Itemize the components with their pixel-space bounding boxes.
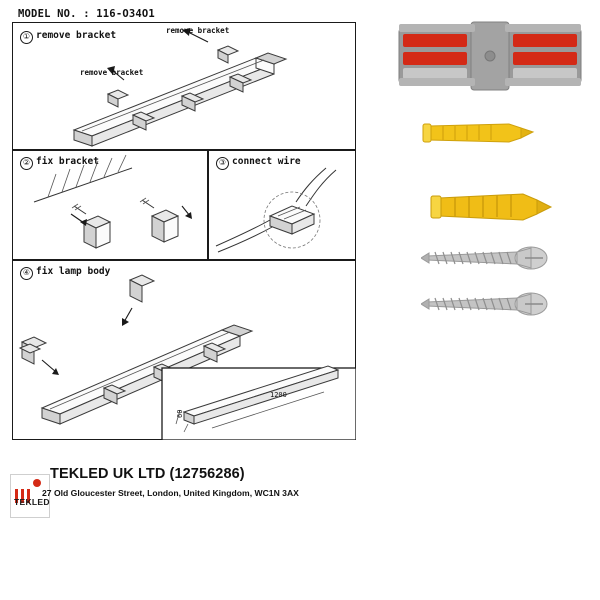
step-4-text: fix lamp body (36, 266, 111, 277)
step-1-number: ① (20, 31, 33, 44)
step-3-text: connect wire (232, 156, 301, 167)
company-name: TEKLED UK LTD (12756286) (50, 466, 245, 482)
part-screw-1 (421, 242, 561, 274)
step-4-illustration (12, 260, 356, 440)
logo-text: TEKLED (14, 497, 50, 507)
step-1-text: remove bracket (36, 30, 117, 41)
part-screw-2 (421, 288, 561, 320)
part-wall-plug-small (417, 116, 537, 150)
part-wall-plug-large (425, 186, 555, 230)
step-3-illustration (208, 150, 356, 260)
step-4-number: ④ (20, 267, 33, 280)
step-2-text: fix bracket (36, 156, 99, 167)
company-address: 27 Old Gloucester Street, London, United Kingdom, WC1N 3AX (42, 488, 299, 498)
instruction-sheet (8, 4, 360, 444)
parts-list (395, 10, 595, 350)
step-3-number: ③ (216, 157, 229, 170)
dimension-height-label: 60 (176, 409, 184, 418)
part-terminal-connector-block (395, 14, 585, 96)
step-1-illustration (12, 22, 356, 150)
callout-remove-bracket-top: remove bracket (166, 26, 230, 35)
model-number-label: MODEL NO. : 116-O34O1 (18, 8, 155, 20)
step-2-number: ② (20, 157, 33, 170)
dimension-length-label: 1200 (270, 391, 287, 399)
callout-remove-bracket-left: remove bracket (80, 68, 144, 77)
step-2-illustration (12, 150, 208, 260)
